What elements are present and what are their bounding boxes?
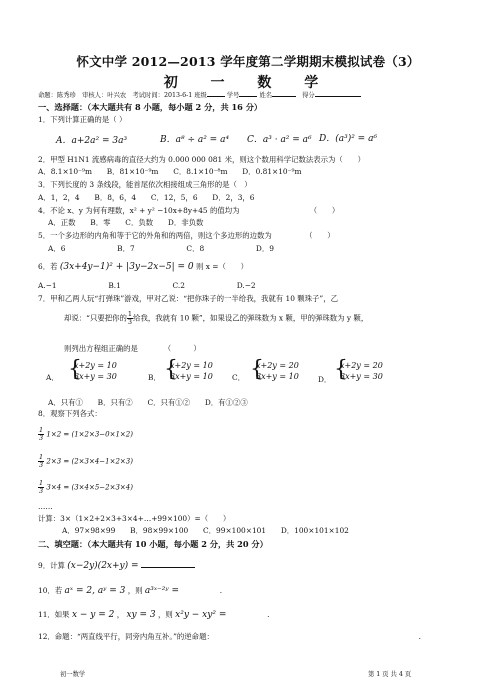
q7-label-d[interactable]: D．	[318, 375, 332, 384]
q4-text: 4．不论 x、y 为何有理数，x² + y² −10x+8y+45 的值均为 （ ）	[38, 206, 340, 215]
q9-expression: (x−2y)(2x+y) =	[67, 561, 139, 571]
q8-eq3	[38, 480, 133, 495]
q8-eq1	[38, 427, 133, 442]
q11-expression3: x²y − xy² =	[175, 610, 227, 620]
q8-calc: 计算：3×（1×2+2×3+3×4+…+99×100）=（ ）	[38, 514, 231, 523]
q11-mid2: ，则	[158, 610, 173, 619]
q7-d-eq1: x+2y = 20	[340, 361, 383, 370]
exam-meta	[38, 90, 361, 99]
q7-system-d[interactable]	[334, 357, 383, 382]
q8-eq2-body: 2×3 = (2×3×4−1×2×3)	[46, 457, 133, 466]
q11-mid: ，	[116, 610, 125, 619]
frac-denominator: 3	[127, 318, 133, 326]
q7-a-eq1: x+2y = 10	[74, 361, 117, 370]
frac-denominator: 3	[39, 487, 44, 495]
q3-text: 3．下列长度的 3 条线段，能首尾依次相接组成三角形的是（ ）	[38, 180, 252, 189]
q7-line2a: 却说：“只要把你的	[64, 313, 127, 323]
q10-prefix: 10．若	[38, 586, 63, 595]
q1-option-b[interactable]: B．a⁸ ÷ a² = a⁴	[160, 135, 230, 145]
frac-numerator: 1	[127, 310, 133, 318]
q9-answer-blank[interactable]	[141, 559, 195, 568]
coef-fraction	[38, 454, 44, 469]
name-blank[interactable]	[272, 96, 296, 97]
frac-numerator: 1	[39, 479, 44, 487]
q7-system-a[interactable]	[68, 357, 117, 382]
q6-suffix: 则 x =（ ）	[196, 262, 249, 271]
q7-label-b[interactable]: B．	[148, 373, 161, 382]
coef-fraction	[38, 427, 44, 442]
q8-eq1-body: 1×2 = (1×2×3−0×1×2)	[46, 430, 133, 439]
q7-label-c[interactable]: C．	[232, 373, 246, 382]
q11-end: .	[267, 610, 270, 619]
q6-expression: (3x+4y−1)² + |3y−2x−5| = 0	[59, 262, 194, 272]
q7-statement-options[interactable]: A．只有① B．只有② C．只有①② D．有①②③	[48, 398, 248, 407]
q10-end: .	[219, 586, 223, 595]
q7-line3: 则列出方程组正确的是 （ ）	[64, 344, 201, 353]
student-number-blank[interactable]	[239, 96, 257, 97]
score-blank[interactable]	[315, 96, 361, 97]
section-fill-heading: 二、填空题：（本大题共有 10 小题，每小题 2 分，共 20 分）	[38, 539, 268, 549]
q7-line2	[64, 311, 368, 326]
footer-left: 初一数学	[60, 671, 86, 678]
brace-icon: {	[250, 357, 264, 382]
coef-fraction	[38, 480, 44, 495]
q7-c-eq2: 3x+y = 10	[256, 372, 299, 381]
meta-prefix: 命题：陈秀珍 审核人：叶兴农 考试时间：2013-6-1 班级	[38, 92, 207, 99]
q7-c-eq1: x+2y = 20	[256, 361, 299, 370]
q7-b-eq2: 3x+y = 10	[170, 372, 213, 381]
q2-options[interactable]: A．8.1×10⁻⁹m B．81×10⁻⁹m C．8.1×10⁻⁸m D．0.81×10⁻⁹m	[38, 167, 302, 176]
q11-expression2: xy = 3	[126, 610, 156, 620]
brace-icon: {	[68, 357, 82, 382]
q5-options[interactable]: A．6 B．7 C．8 D．9	[48, 244, 274, 253]
q9-prefix: 9．计算	[38, 561, 65, 570]
meta-score: 得分	[302, 92, 315, 99]
frac-denominator: 3	[39, 434, 44, 442]
q12-line	[38, 631, 421, 642]
q8-text: 8．观察下列各式：	[38, 409, 102, 418]
q7-b-eq1: x+2y = 10	[170, 361, 213, 370]
q7-line2b: 给我，我就有 10 颗”，如果设乙的弹珠数为 x 颗，甲的弹珠数为 y 颗，	[133, 313, 369, 323]
q10-line	[38, 585, 222, 596]
q7-system-b[interactable]	[164, 357, 213, 382]
brace-icon: {	[334, 357, 348, 382]
q11-prefix: 11．如果	[38, 610, 70, 619]
q8-options[interactable]: A．97×98×99 B．98×99×100 C．99×100×101 D．100×101×102	[62, 526, 349, 535]
q10-answer-blank[interactable]	[181, 585, 217, 593]
page-subtitle: 初 一 数 学	[163, 75, 333, 91]
footer-page-number: 第 1 页 共 4 页	[368, 671, 412, 678]
q7-d-eq2: 3x+y = 30	[340, 372, 383, 381]
q2-text: 2．甲型 H1N1 流感病毒的直径大约为 0.000 000 081 米，则这个数用科学记数法表示为（ ）	[38, 155, 365, 164]
q3-options[interactable]: A．1，2，4 B．8，6，4 C．12，5，6 D．2，3，6	[38, 193, 255, 202]
q7-system-c[interactable]	[250, 357, 299, 382]
q10-expression: aˣ = 2, aʸ = 3	[64, 586, 126, 596]
q1-option-d[interactable]: D．(a³)² = a⁶	[319, 134, 378, 144]
q10-expression2: a³ˣ⁻²ʸ =	[144, 586, 180, 596]
q6-options[interactable]: A.−1 B.1 C.2 D.−2	[38, 281, 256, 290]
q12-text: 12．命题：“两直线平行，同旁内角互补。”的逆命题：	[38, 632, 214, 641]
q11-expression: x − y = 2	[71, 610, 115, 620]
section-choice-heading: 一、选择题：（本大题共有 8 小题，每小题 2 分，共 16 分）	[38, 102, 263, 112]
meta-student-number: 学号	[226, 92, 240, 99]
page-title: 怀文中学 2012—2013 学年度第二学期期末模拟试卷（3）	[76, 54, 420, 69]
q1-option-c[interactable]: C．a³ · a² = a⁶	[247, 135, 312, 145]
q9-line	[38, 559, 195, 571]
q12-answer-blank[interactable]	[216, 631, 416, 639]
q8-ellipsis: ……	[38, 502, 53, 511]
q5-text: 5．一个多边形的内角和等于它的外角和的两倍，则这个多边形的边数为 （ ）	[38, 231, 335, 240]
q4-options[interactable]: A．正数 B．零 C．负数 D．非负数	[48, 218, 204, 227]
meta-name: 姓名	[259, 92, 273, 99]
q8-eq2	[38, 454, 133, 469]
q11-line	[38, 609, 269, 620]
brace-icon: {	[164, 357, 178, 382]
q10-mid: ，则	[127, 586, 143, 595]
frac-numerator: 1	[39, 426, 44, 434]
q6-prefix: 6．若	[38, 262, 58, 271]
q1-option-a[interactable]: A．a+2a² = 3a³	[56, 136, 128, 146]
class-blank[interactable]	[207, 96, 225, 97]
q7-line1: 7．甲和乙两人玩“打弹珠”游戏，甲对乙说：“把你珠子的一半给我，我就有 10 颗珠子”，乙	[38, 294, 338, 303]
frac-denominator: 3	[39, 461, 44, 469]
q1-text: 1．下列计算正确的是（ ）	[38, 115, 127, 124]
q7-a-eq2: 3x+y = 30	[74, 372, 117, 381]
q6-line	[38, 262, 248, 272]
q7-label-a[interactable]: A．	[46, 373, 59, 382]
q11-answer-blank[interactable]	[229, 609, 265, 617]
frac-numerator: 1	[39, 453, 44, 461]
q8-eq3-body: 3×4 = (3×4×5−2×3×4)	[46, 483, 133, 492]
q12-end: .	[418, 632, 421, 641]
